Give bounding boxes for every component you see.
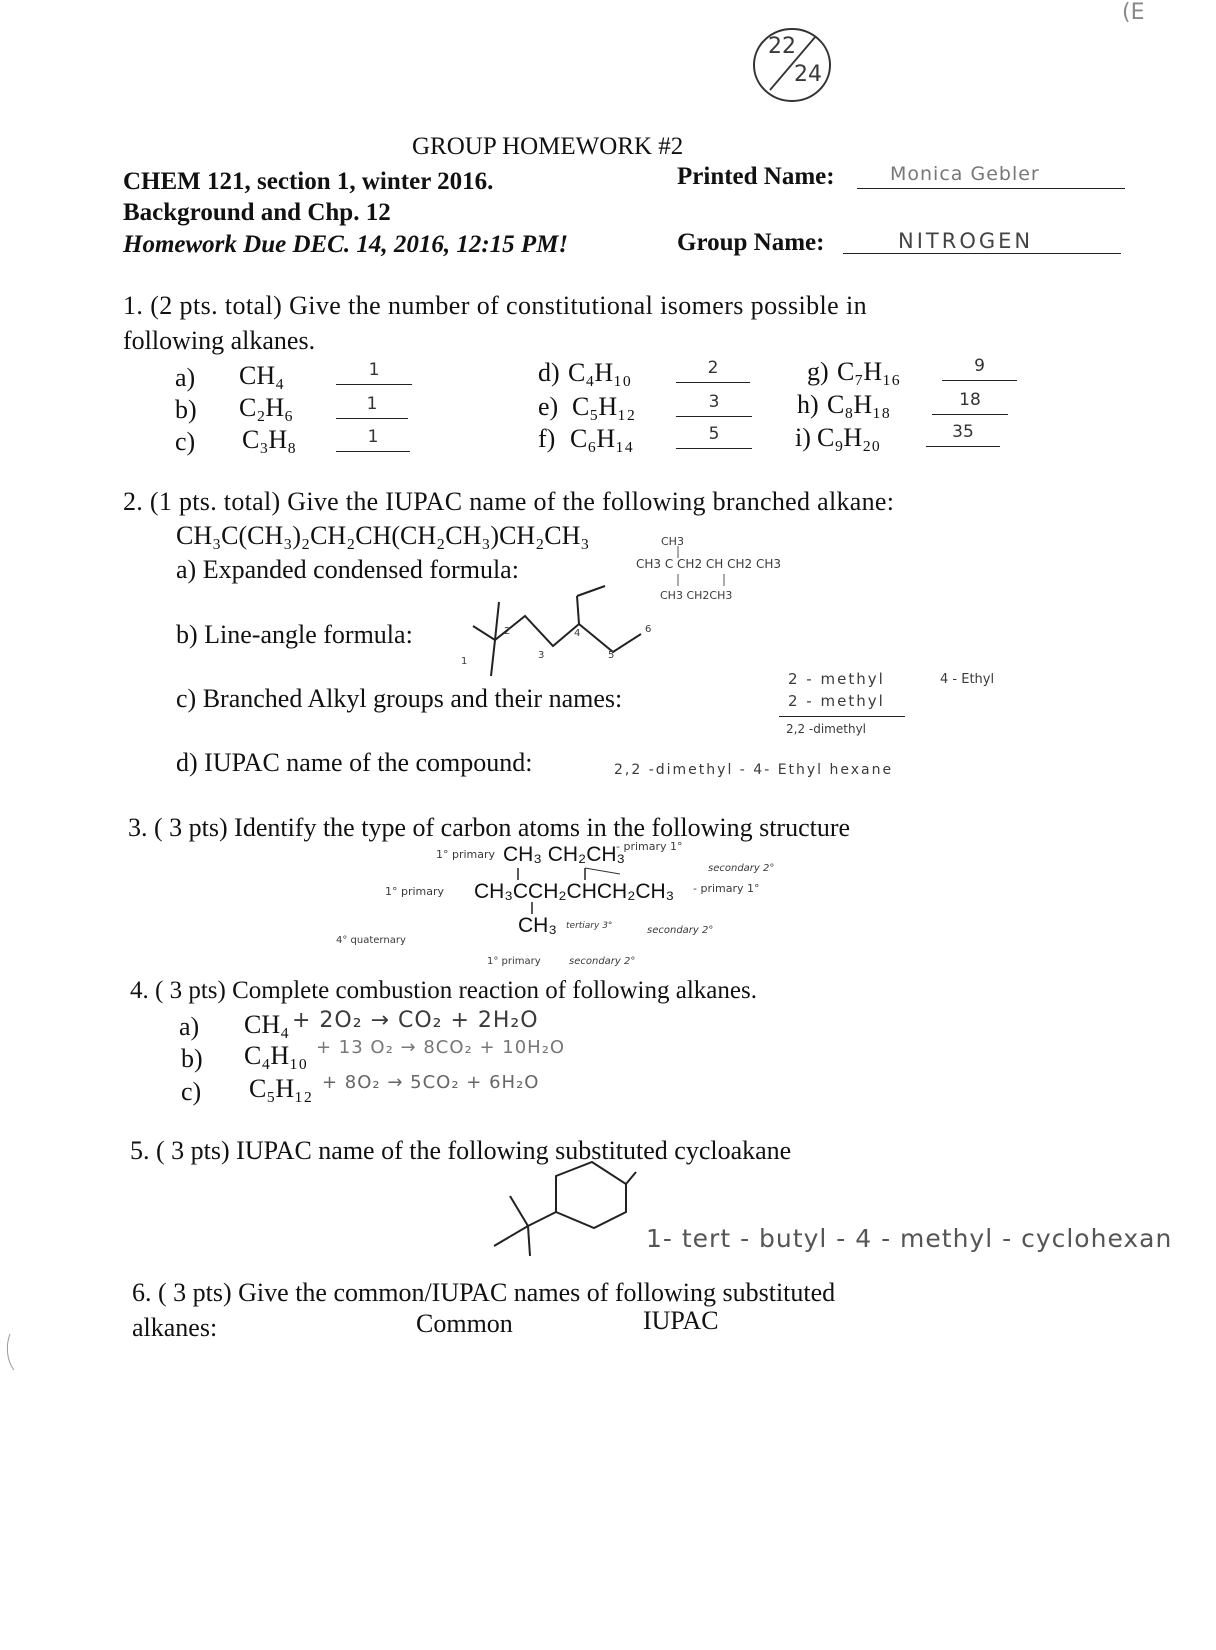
q1-formula: C₇H₁₆ [837, 357, 901, 386]
cyclohexane-structure [490, 1150, 640, 1260]
q1-letter: a) [175, 363, 196, 392]
q2d-label: d) IUPAC name of the compound: [176, 748, 533, 777]
q1-letter: e) [538, 392, 559, 421]
q3-label: secondary 2° [708, 863, 775, 874]
corner-mark: (E [1122, 0, 1145, 25]
q4-answer-b: + 13 O₂ → 8CO₂ + 10H₂O [316, 1037, 566, 1058]
q2b-num: 4 [574, 628, 581, 639]
q1-answer-f: 5 [676, 420, 752, 449]
q2c-answer: 4 - Ethyl [940, 672, 995, 687]
q1-formula: CH₄ [239, 361, 285, 390]
q5-prompt: 5. ( 3 pts) IUPAC name of the following substituted cycloakane [130, 1136, 792, 1165]
q2c-label: c) Branched Alkyl groups and their names: [176, 684, 623, 713]
q2a-top: CH3 [661, 535, 684, 548]
q2-prompt: 2. (1 pts. total) Give the IUPAC name of the following branched alkane: [123, 487, 895, 516]
course-line: CHEM 121, section 1, winter 2016. [123, 168, 494, 195]
q1-formula: C₆H₁₄ [570, 424, 634, 453]
q6-col-common: Common [416, 1309, 513, 1338]
page-title: GROUP HOMEWORK #2 [412, 133, 684, 160]
q3-prompt: 3. ( 3 pts) Identify the type of carbon atoms in the following structure [128, 813, 851, 842]
q1-formula: C₉H₂₀ [817, 423, 881, 452]
group-name-value: NITROGEN [898, 229, 1034, 253]
q1-formula: C₃H₈ [242, 425, 297, 454]
q4-letter: c) [181, 1077, 202, 1106]
q1-letter: h) [797, 390, 819, 419]
q4-formula: C₅H₁₂ [249, 1074, 313, 1103]
q1-formula: C₅H₁₂ [572, 392, 636, 421]
q2a-mid: CH3 C CH2 CH CH2 CH3 [636, 557, 782, 571]
q2a-label: a) Expanded condensed formula: [176, 555, 519, 584]
q1-prompt-cont: following alkanes. [123, 326, 316, 355]
q1-answer-b: 1 [336, 390, 408, 419]
q2c-sum-line [779, 716, 905, 717]
q1-letter: i) [795, 423, 811, 452]
q2-formula: CH₃C(CH₃)₂CH₂CH(CH₂CH₃)CH₂CH₃ [176, 521, 590, 550]
q1-prompt: 1. (2 pts. total) Give the number of constitutional isomers possible in [123, 291, 868, 320]
due-line: Homework Due DEC. 14, 2016, 12:15 PM! [123, 231, 569, 258]
q3-label: secondary 2° [569, 956, 636, 967]
printed-name-label: Printed Name: [677, 163, 835, 190]
q1-answer-g: 9 [942, 352, 1017, 381]
q6-prompt-cont: alkanes: [132, 1313, 218, 1342]
q6-col-iupac: IUPAC [643, 1306, 719, 1335]
score-numerator: 22 [768, 34, 796, 59]
q1-formula: C₂H₆ [239, 393, 294, 422]
q3-label: - primary 1° [693, 882, 760, 895]
q3-main-row: CH₃CCH₂CHCH₂CH₃ [474, 880, 675, 903]
q3-label: 1° primary [385, 885, 445, 898]
q1-formula: C₈H₁₈ [827, 390, 891, 419]
q1-formula: C₄H₁₀ [568, 358, 632, 387]
line-angle-formula [455, 578, 665, 698]
q6-prompt: 6. ( 3 pts) Give the common/IUPAC names of following substituted [132, 1278, 836, 1307]
q2d-answer: 2,2 -dimethyl - 4- Ethyl hexane [614, 762, 894, 778]
q2b-num: 5 [608, 650, 615, 661]
scan-mark [0, 1330, 30, 1380]
q3-label: 1° primary [436, 848, 496, 861]
q2b-num: 2 [504, 626, 511, 637]
q1-letter: f) [538, 424, 556, 453]
q3-label: secondary 2° [647, 925, 714, 936]
q3-top-row: CH₃ CH₂CH₃ [503, 843, 626, 866]
q1-letter: d) [538, 358, 560, 387]
q2a-bot: CH3 CH2CH3 [660, 589, 733, 602]
q2b-num: 3 [538, 650, 545, 661]
q1-answer-a: 1 [336, 356, 412, 385]
q1-answer-h: 18 [932, 386, 1008, 415]
q2c-answer: 2,2 -dimethyl [786, 722, 866, 736]
q1-letter: c) [175, 427, 196, 456]
q2b-label: b) Line-angle formula: [176, 620, 413, 649]
q4-prompt: 4. ( 3 pts) Complete combustion reaction of following alkanes. [130, 977, 757, 1004]
q2c-answer: 2 - methyl [788, 670, 885, 688]
score-denominator: 24 [794, 62, 822, 87]
q4-letter: a) [179, 1012, 200, 1041]
q1-answer-c: 1 [336, 423, 410, 452]
group-name-line [843, 253, 1121, 254]
q3-label: 1° primary [487, 956, 541, 967]
q4-answer-a: + 2O₂ → CO₂ + 2H₂O [292, 1008, 539, 1033]
q1-letter: g) [807, 357, 829, 386]
q3-bottom: CH₃ [518, 914, 557, 937]
q2c-answer: 2 - methyl [788, 692, 885, 710]
q1-letter: b) [175, 395, 197, 424]
q3-label: tertiary 3° [566, 921, 613, 931]
q5-answer: 1- tert - butyl - 4 - methyl - cyclohexan [646, 1224, 1173, 1253]
q1-answer-e: 3 [676, 388, 752, 417]
q1-answer-d: 2 [676, 354, 750, 383]
q4-letter: b) [181, 1044, 203, 1073]
q4-formula: C₄H₁₀ [244, 1041, 308, 1070]
group-name-label: Group Name: [677, 229, 825, 256]
chapter-line: Background and Chp. 12 [123, 199, 391, 226]
q4-formula: CH₄ [244, 1010, 290, 1039]
q4-answer-c: + 8O₂ → 5CO₂ + 6H₂O [322, 1072, 540, 1093]
q3-label: 4° quaternary [336, 935, 406, 946]
printed-name-value: Monica Gebler [890, 163, 1040, 185]
q1-answer-i: 35 [926, 418, 1000, 447]
q2b-num: 6 [645, 624, 652, 635]
q3-label: - primary 1° [616, 840, 683, 853]
printed-name-line [857, 188, 1125, 189]
q2b-num: 1 [461, 656, 468, 667]
